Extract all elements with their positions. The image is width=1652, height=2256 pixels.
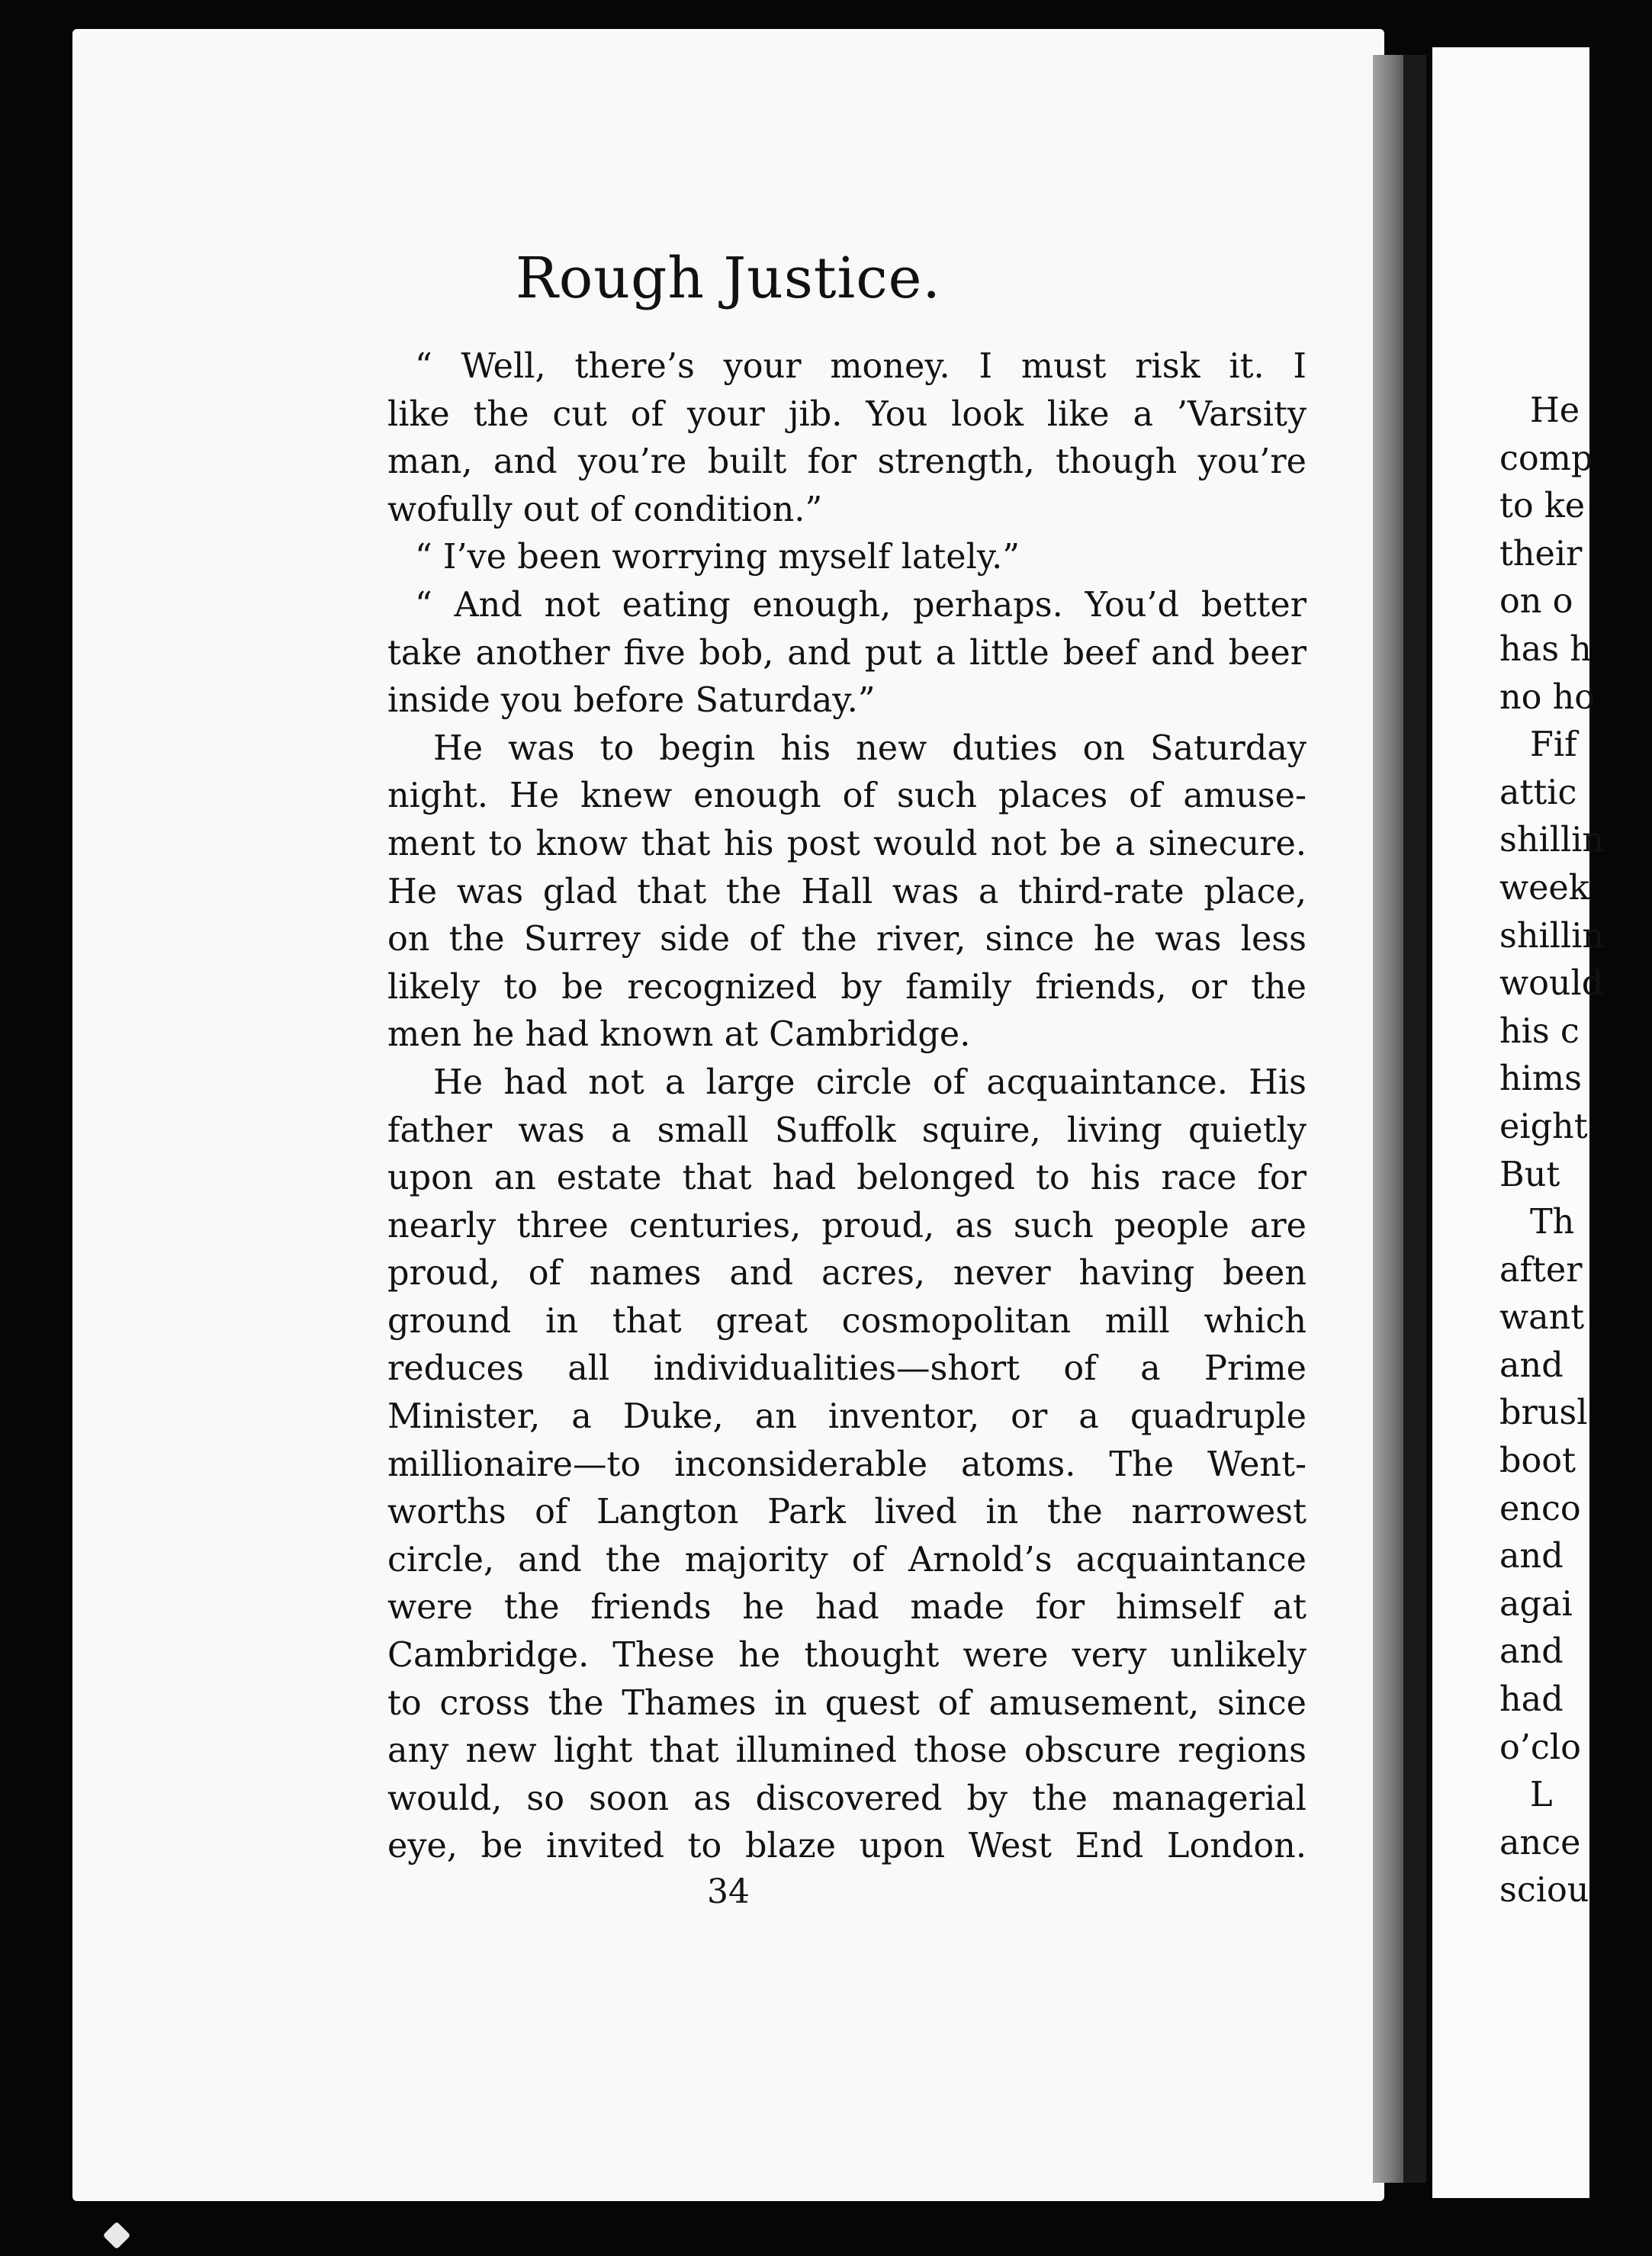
right-page-line: hims: [1499, 1059, 1582, 1099]
right-page-line: But: [1499, 1155, 1560, 1194]
right-page-line: attic: [1499, 773, 1577, 812]
scan-artifact: [103, 2222, 131, 2250]
text-line: inside you before Saturday.”: [387, 681, 876, 721]
text-line: men he had known at Cambridge.: [387, 1015, 971, 1055]
right-page-line: would: [1499, 964, 1604, 1004]
right-page-line: no ho: [1499, 677, 1596, 717]
text-line: nearly three centuries, proud, as such people are: [387, 1206, 1306, 1245]
right-page-line: to ke: [1499, 487, 1586, 526]
right-page-line: Th: [1530, 1203, 1575, 1242]
text-line: circle, and the majority of Arnold’s acquaintance: [387, 1540, 1306, 1580]
text-line: “ Well, there’s your money. I must risk it. I: [415, 347, 1306, 386]
right-page-line: boot: [1499, 1441, 1576, 1481]
text-line: upon an estate that had belonged to his race for: [387, 1159, 1306, 1198]
right-page-line: agai: [1499, 1584, 1573, 1624]
text-line: wofully out of condition.”: [387, 490, 823, 529]
right-page-line: enco: [1499, 1489, 1581, 1528]
text-line: Minister, a Duke, an inventor, or a quadruple: [387, 1397, 1306, 1437]
text-line: He was to begin his new duties on Saturday: [433, 728, 1306, 768]
text-line: man, and you’re built for strength, though you’re: [387, 442, 1306, 482]
text-line: He was glad that the Hall was a third-rate place,: [387, 872, 1306, 911]
right-page-line: had: [1499, 1680, 1564, 1720]
right-page-line: shillin: [1499, 821, 1605, 860]
right-page-line: o’clo: [1499, 1727, 1581, 1767]
text-line: reduces all individualities—short of a Prime: [387, 1349, 1306, 1389]
right-page: [1432, 47, 1605, 2198]
text-line: any new light that illumined those obscure regions: [387, 1731, 1306, 1771]
book-gutter-shadow: [1403, 55, 1426, 2183]
text-line: night. He knew enough of such places of amuse-: [387, 776, 1306, 816]
right-page-line: He: [1530, 391, 1580, 430]
text-line: He had not a large circle of acquaintance. His: [433, 1062, 1306, 1102]
text-line: to cross the Thames in quest of amusement, since: [387, 1683, 1306, 1723]
right-page-line: Fif: [1530, 725, 1577, 765]
right-page-line: on o: [1499, 582, 1573, 622]
right-page-line: their: [1499, 534, 1583, 574]
text-line: worths of Langton Park lived in the narrowest: [387, 1493, 1306, 1532]
page-number: 34: [707, 1872, 750, 1911]
right-page-line: shillin: [1499, 916, 1605, 956]
right-page-line: L: [1530, 1776, 1553, 1815]
right-page-line: comp: [1499, 439, 1593, 478]
right-page-line: has h: [1499, 629, 1592, 669]
right-page-line: and: [1499, 1345, 1564, 1385]
right-page-line: want: [1499, 1298, 1585, 1338]
right-page-line: eight: [1499, 1107, 1588, 1146]
right-page-line: his c: [1499, 1011, 1580, 1051]
text-line: on the Surrey side of the river, since he was less: [387, 920, 1306, 959]
text-line: would, so soon as discovered by the managerial: [387, 1779, 1306, 1818]
text-line: take another five bob, and put a little beef and beer: [387, 633, 1306, 673]
page-body-text: [387, 343, 1306, 1871]
text-line: father was a small Suffolk squire, living quietly: [387, 1110, 1306, 1150]
text-line: like the cut of your jib. You look like a ’Varsity: [387, 394, 1306, 434]
text-line: millionaire—to inconsiderable atoms. The Went-: [387, 1445, 1306, 1484]
text-line: ment to know that his post would not be a sinecure.: [387, 824, 1306, 863]
text-line: “ I’ve been worrying myself lately.”: [415, 538, 1020, 577]
text-line: eye, be invited to blaze upon West End London.: [387, 1827, 1306, 1866]
right-page-line: sciou: [1499, 1871, 1589, 1911]
right-page-line: week: [1499, 868, 1589, 908]
text-line: Cambridge. These he thought were very unlikely: [387, 1636, 1306, 1676]
text-line: ground in that great cosmopolitan mill which: [387, 1301, 1306, 1341]
text-line: proud, of names and acres, never having been: [387, 1254, 1306, 1294]
right-page-line: after: [1499, 1250, 1583, 1290]
text-line: “ And not eating enough, perhaps. You’d better: [415, 585, 1306, 625]
text-line: likely to be recognized by family friends, or the: [387, 967, 1306, 1007]
right-page-line: and: [1499, 1632, 1564, 1672]
right-page-line: ance: [1499, 1823, 1581, 1862]
running-title: Rough Justice.: [516, 246, 941, 311]
right-page-line: and: [1499, 1537, 1564, 1576]
text-line: were the friends he had made for himself at: [387, 1588, 1306, 1628]
right-page-line: brusl: [1499, 1393, 1588, 1433]
right-page-text: [1499, 387, 1652, 1915]
